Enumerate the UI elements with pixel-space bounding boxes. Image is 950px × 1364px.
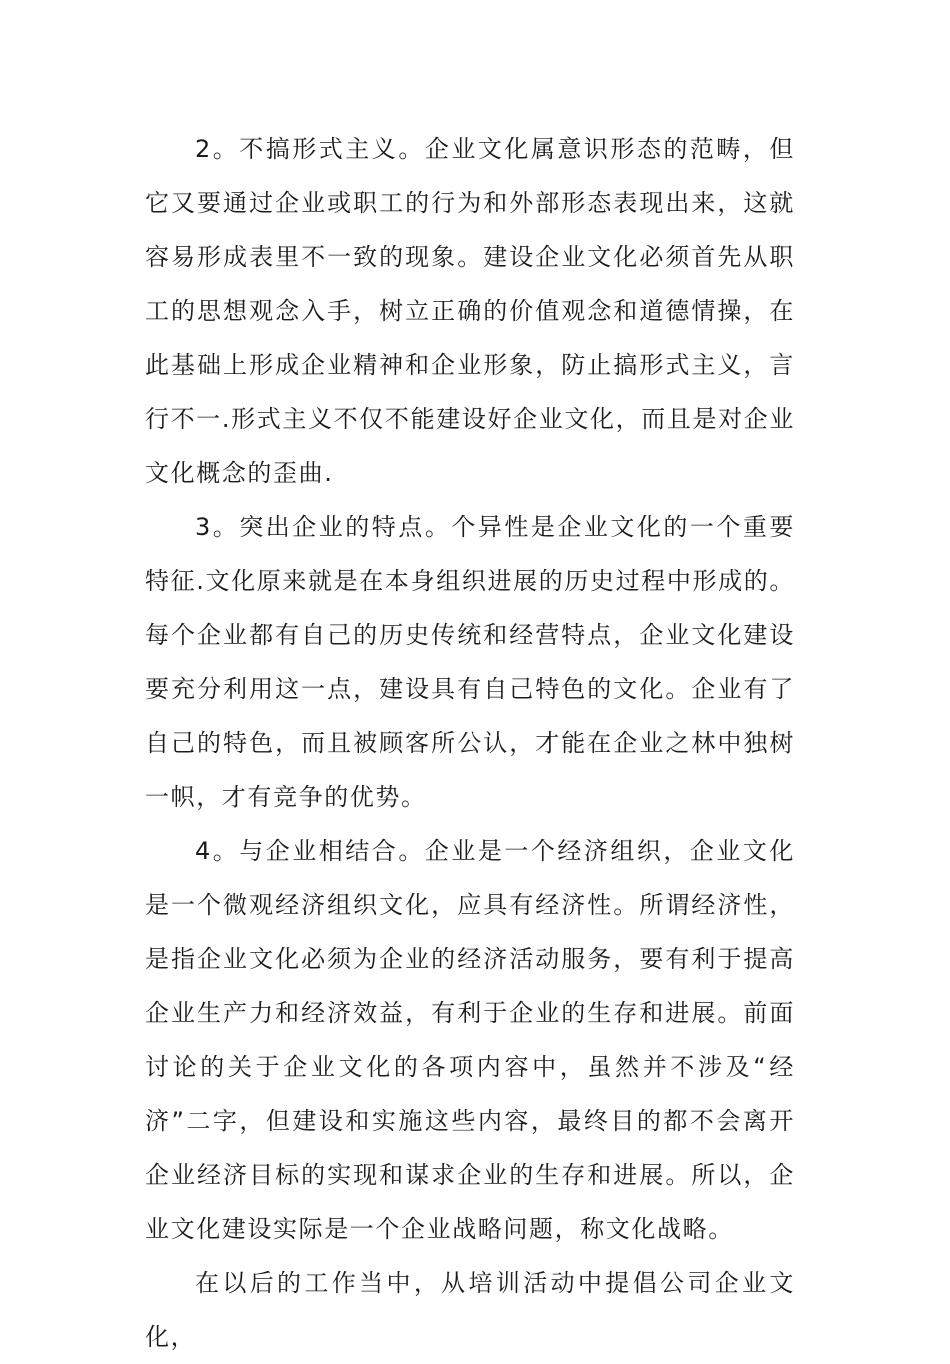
paragraph-future-work: 在以后的工作当中，从培训活动中提倡公司企业文化， <box>145 1269 795 1351</box>
document-body <box>145 122 795 1364</box>
paragraph-3-highlight-features: 3。突出企业的特点。个异性是企业文化的一个重要特征.文化原来就是在本身组织进展的历史过程中形成的。每个企业都有自己的历史传统和经营特点，企业文化建设要充分利用这一点，建设具有自己特色的文化。企业有了自己的特色，而且被顾客所公认，才能在企业之林中独树一帜，才有竞争的优势。 <box>145 513 795 811</box>
paragraph-2-no-formalism: 2。不搞形式主义。企业文化属意识形态的范畴，但它又要通过企业或职工的行为和外部形态表现出来，这就容易形成表里不一致的现象。建设企业文化必须首先从职工的思想观念入手，树立正确的价值观念和道德情操，在此基础上形成企业精神和企业形象，防止搞形式主义，言行不一.形式主义不仅不能建设好企业文化，而且是对企业文化概念的歪曲. <box>145 135 795 487</box>
paragraph-4-combine-with-enterprise: 4。与企业相结合。企业是一个经济组织，企业文化是一个微观经济组织文化，应具有经济性。所谓经济性，是指企业文化必须为企业的经济活动服务，要有利于提高企业生产力和经济效益，有利于企业的生存和进展。前面讨论的关于企业文化的各项内容中，虽然并不涉及“经济”二字，但建设和实施这些内容，最终目的都不会离开企业经济目标的实现和谋求企业的生存和进展。所以，企业文化建设实际是一个企业战略问题，称文化战略。 <box>145 837 795 1243</box>
